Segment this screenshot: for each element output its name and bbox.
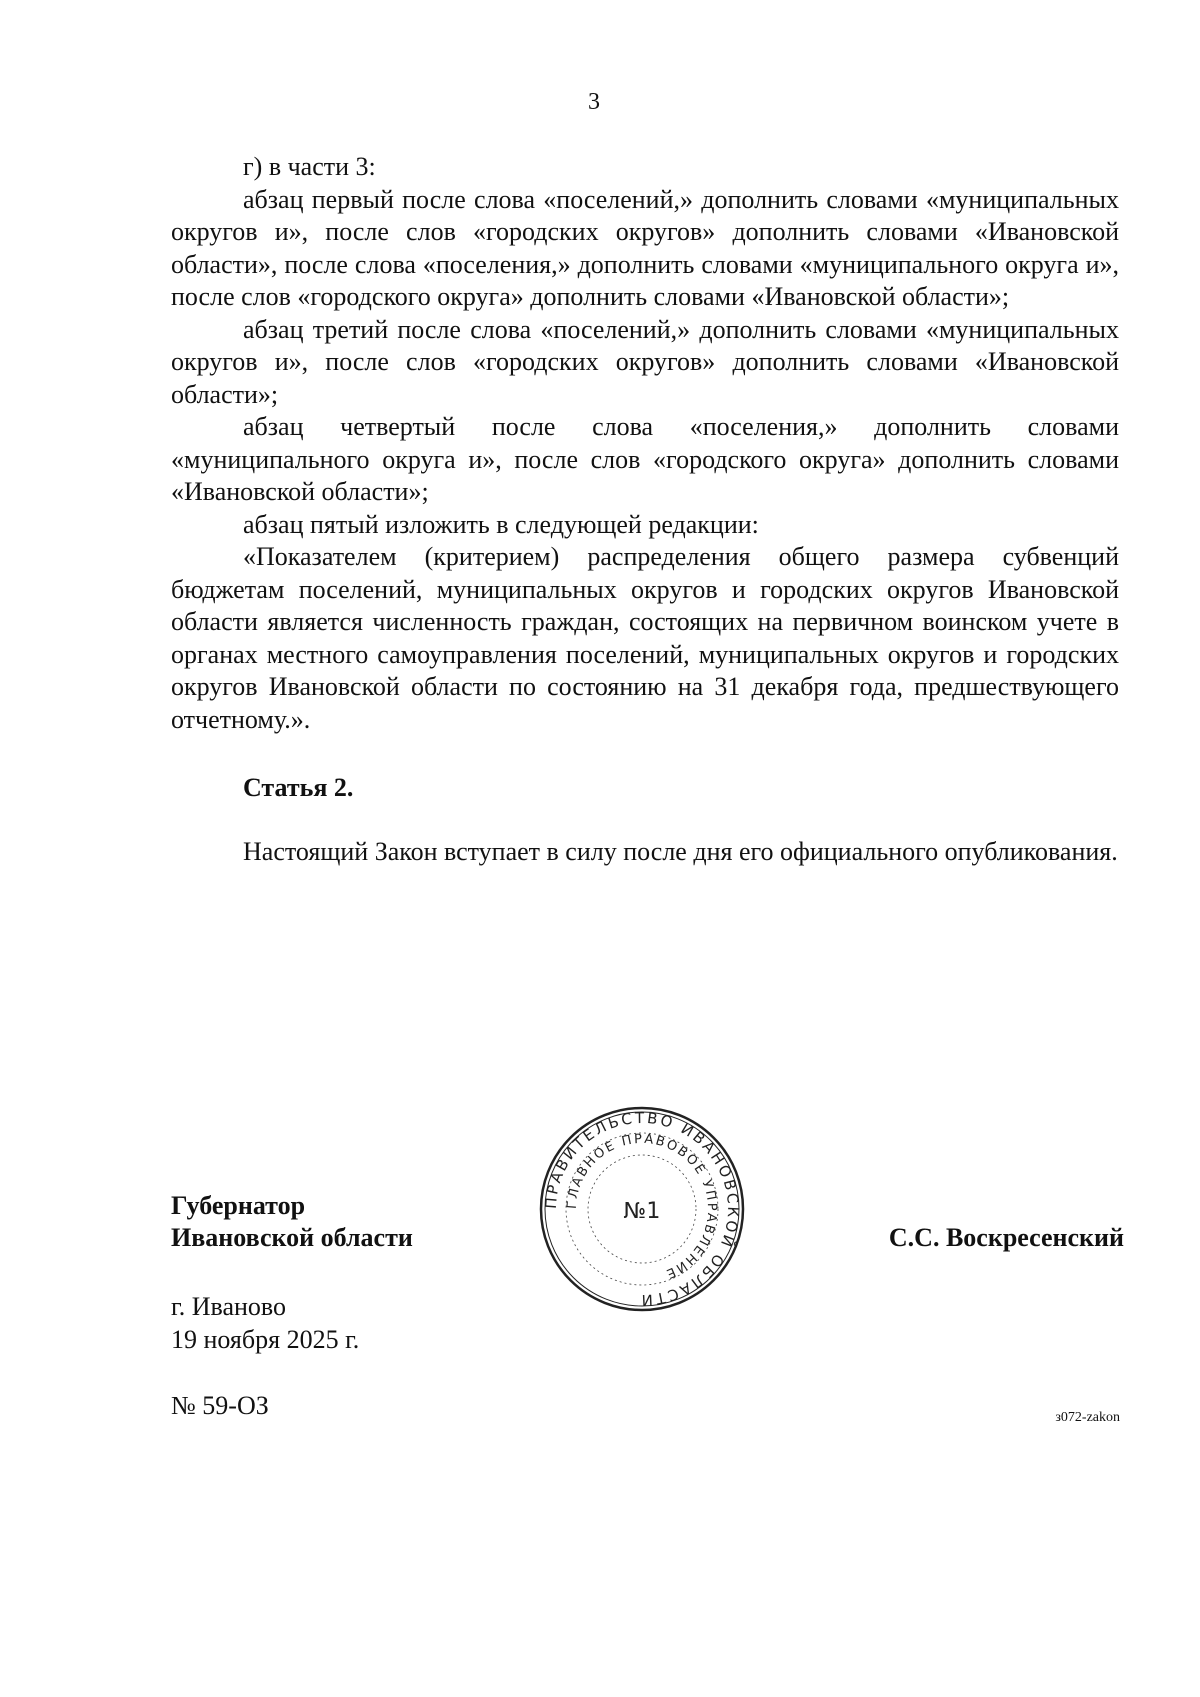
paragraph-new-wording: «Показателем (критерием) распределения общего размера субвенций бюджетам поселений, муниципальных округов и городских округов Ивановской области является численность граждан, состоящих на первичном воинском учете в органах местного самоуправления поселений, муниципальных округов и городских округов Ивановской области по состоянию на 31 декабря года, предшествующего отчетному.». (171, 542, 1119, 734)
article-2-text: Настоящий Закон вступает в силу после дня его официального опубликования. (243, 836, 1118, 866)
official-seal (537, 1104, 747, 1314)
signatory-title-line1: Губернатор (171, 1191, 306, 1220)
seal-inner-text: ГЛАВНОЕ ПРАВОВОЕ УПРАВЛЕНИЕ (564, 1131, 720, 1282)
paragraph-fifth-abzac-intro: абзац пятый изложить в следующей редакции: (243, 509, 759, 539)
city: г. Иваново (171, 1292, 286, 1321)
signatory-title-line2: Ивановской области (171, 1223, 413, 1252)
paragraph-first-abzac: абзац первый после слова «поселений,» дополнить словами «муниципальных округов и», после слов «городских округов» дополнить словами «Ивановской области», после слова «поселения,» дополнить словами «муниципального округа и», после слов «городского округа» дополнить словами «Ивановской области»; (171, 184, 1119, 311)
seal-outer-text: ПРАВИТЕЛЬСТВО ИВАНОВСКОЙ ОБЛАСТИ (541, 1108, 743, 1310)
page-number: 3 (588, 89, 600, 115)
signatory-name: С.С. Воскресенский (888, 1223, 1124, 1252)
document-body (171, 151, 1119, 868)
law-number: № 59-ОЗ (171, 1391, 269, 1420)
article-2-heading: Статья 2. (243, 773, 354, 802)
signing-date: 19 ноября 2025 г. (171, 1325, 360, 1354)
paragraph-third-abzac: абзац третий после слова «поселений,» дополнить словами «муниципальных округов и», после слов «городских округов» дополнить словами «Ивановской области»; (171, 314, 1119, 409)
place-and-date (171, 1290, 359, 1356)
document-code: з072-zakon (1055, 1410, 1120, 1425)
seal-center-text: №1 (623, 1199, 661, 1224)
paragraph-fourth-abzac: абзац четвертый после слова «поселения,» дополнить словами «муниципального округа и», после слов «городского округа» дополнить словами «Ивановской области»; (171, 412, 1119, 506)
signatory-title (171, 1190, 413, 1254)
intro-line: г) в части 3: (243, 152, 376, 181)
